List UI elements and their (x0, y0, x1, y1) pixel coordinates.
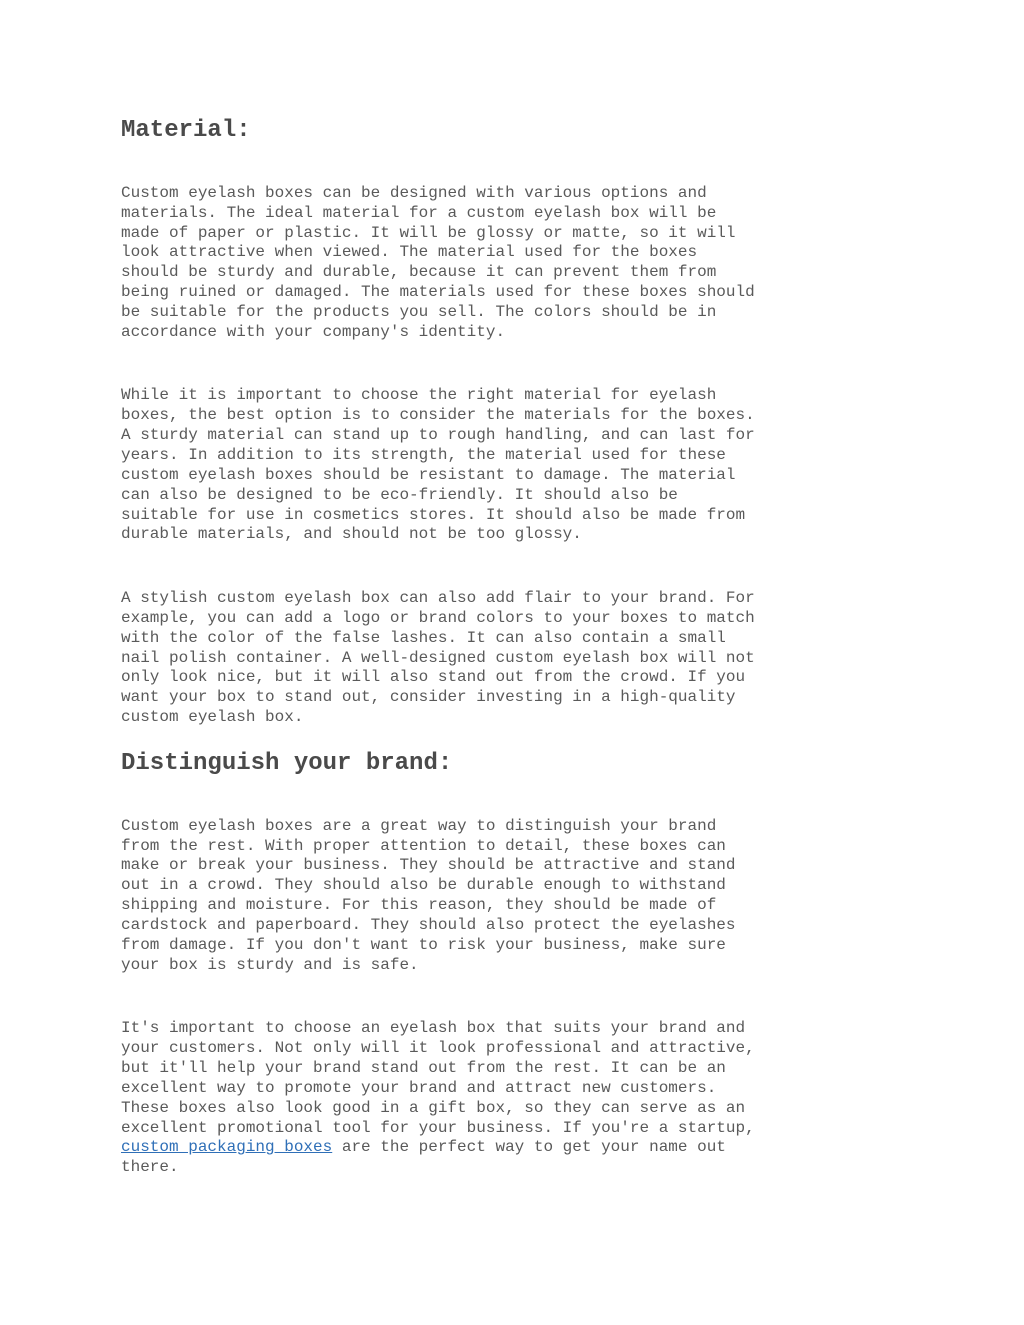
paragraph-distinguish-2 (121, 1000, 921, 1179)
text-line: there. (121, 1158, 179, 1177)
paragraph-material-3 (121, 569, 921, 728)
text-line: make or break your business. They should be attractive and stand (121, 856, 736, 875)
text-line: While it is important to choose the right material for eyelash (121, 386, 717, 405)
text-line: made of paper or plastic. It will be glossy or matte, so it will (121, 223, 736, 242)
custom-packaging-boxes-link[interactable]: custom packaging boxes (121, 1138, 333, 1157)
text-line: your customers. Not only will it look professional and attractive, (121, 1039, 755, 1058)
text-line: be suitable for the products you sell. The colors should be in (121, 302, 717, 321)
text-line: can also be designed to be eco-friendly. It should also be (121, 485, 678, 504)
text-line: out in a crowd. They should also be durable enough to withstand (121, 876, 726, 895)
text-line: These boxes also look good in a gift box, so they can serve as an (121, 1098, 746, 1117)
text-line: Custom eyelash boxes can be designed with various options and (121, 183, 707, 202)
text-line: shipping and moisture. For this reason, they should be made of (121, 896, 717, 915)
text-line: cardstock and paperboard. They should also protect the eyelashes (121, 916, 736, 934)
text-line-with-link (121, 1138, 921, 1158)
text-line: accordance with your company's identity. (121, 322, 506, 341)
text-line: example, you can add a logo or brand colors to your boxes to match (121, 608, 755, 627)
text-line: materials. The ideal material for a custom eyelash box will be (121, 203, 717, 222)
text-line: Custom eyelash boxes are a great way to distinguish your brand (121, 816, 717, 835)
text-line: suitable for use in cosmetics stores. It should also be made from (121, 505, 746, 524)
text-line: boxes, the best option is to consider the materials for the boxes. (121, 406, 755, 425)
text-line: durable materials, and should not be too glossy. (121, 525, 582, 544)
text-line: custom eyelash box. (121, 708, 304, 727)
text-line: from the rest. With proper attention to detail, these boxes can (121, 836, 726, 855)
text-line: custom eyelash boxes should be resistant to damage. The material (121, 465, 736, 484)
text-after-link: are the perfect way to get your name out (332, 1138, 726, 1157)
text-line: with the color of the false lashes. It can also contain a small (121, 628, 726, 647)
text-line: years. In addition to its strength, the material used for these (121, 445, 726, 464)
text-line: nail polish container. A well-designed custom eyelash box will not (121, 648, 755, 667)
text-line: A sturdy material can stand up to rough handling, and can last for (121, 426, 755, 445)
text-line: A stylish custom eyelash box can also add flair to your brand. For (121, 589, 755, 608)
text-line: excellent way to promote your brand and attract new customers. (121, 1078, 717, 1097)
text-line: want your box to stand out, consider investing in a high-quality (121, 688, 736, 707)
text-line: look attractive when viewed. The material used for the boxes (121, 243, 698, 262)
paragraph-material-1 (121, 164, 921, 343)
paragraph-material-2 (121, 367, 921, 546)
text-line: only look nice, but it will also stand out from the crowd. If you (121, 668, 746, 687)
text-line: should be sturdy and durable, because it can prevent them from (121, 263, 717, 282)
text-line: It's important to choose an eyelash box that suits your brand and (121, 1019, 746, 1038)
text-line: your box is sturdy and is safe. (121, 955, 419, 974)
text-line: being ruined or damaged. The materials used for these boxes should (121, 283, 755, 302)
text-line: excellent promotional tool for your business. If you're a startup, (121, 1118, 755, 1137)
section-heading-material: Material: (121, 117, 251, 144)
paragraph-distinguish-1 (121, 797, 921, 976)
document-page (121, 119, 921, 1178)
section-heading-distinguish: Distinguish your brand: (121, 749, 453, 777)
text-line: but it'll help your brand stand out from the rest. It can be an (121, 1059, 726, 1078)
text-line: from damage. If you don't want to risk your business, make sure (121, 935, 726, 954)
